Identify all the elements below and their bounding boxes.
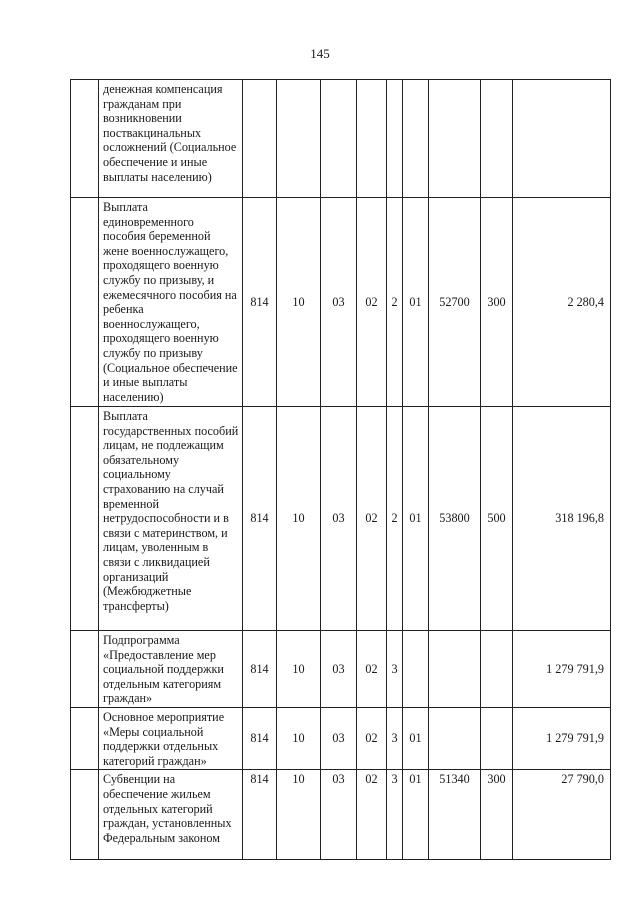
ved-cell	[243, 80, 277, 198]
pr-cell: 03	[321, 407, 357, 631]
pr-cell	[321, 80, 357, 198]
amount-cell: 1 279 791,9	[513, 631, 611, 708]
csr-subprogram-cell: 3	[387, 707, 403, 769]
index-cell	[71, 407, 99, 631]
csr-direction-cell	[429, 707, 481, 769]
index-cell	[71, 80, 99, 198]
csr-program-cell: 02	[357, 198, 387, 407]
vr-cell: 300	[481, 770, 513, 860]
rz-cell: 10	[277, 631, 321, 708]
csr-event-cell: 01	[403, 707, 429, 769]
csr-program-cell: 02	[357, 407, 387, 631]
rz-cell	[277, 80, 321, 198]
csr-subprogram-cell: 3	[387, 631, 403, 708]
csr-program-cell: 02	[357, 631, 387, 708]
item-name-cell: Выплата единовременного пособия беременной жене военнослужащего, проходящего военную службу по призыву, и ежемесячного пособия на ребенка военнослужащего, проходящего военную службу по призыву (Социальное обеспечение и иные выплаты населению)	[99, 198, 243, 407]
csr-program-cell: 02	[357, 707, 387, 769]
item-name-cell: денежная компенсация гражданам при возникновении поствакцинальных осложнений (Социальное обеспечение и иные выплаты населению)	[99, 80, 243, 198]
csr-event-cell	[403, 80, 429, 198]
page-number: 145	[310, 46, 330, 61]
pr-cell: 03	[321, 631, 357, 708]
csr-event-cell	[403, 631, 429, 708]
vr-cell: 300	[481, 198, 513, 407]
table-row	[71, 407, 611, 631]
vr-cell	[481, 631, 513, 708]
table-row	[71, 80, 611, 198]
csr-direction-cell: 53800	[429, 407, 481, 631]
index-cell	[71, 631, 99, 708]
ved-cell: 814	[243, 198, 277, 407]
table-row	[71, 770, 611, 860]
csr-subprogram-cell: 2	[387, 407, 403, 631]
item-name-cell: Подпрограмма «Предоставление мер социальной поддержки отдельным категориям граждан»	[99, 631, 243, 708]
vr-cell	[481, 707, 513, 769]
ved-cell: 814	[243, 707, 277, 769]
index-cell	[71, 770, 99, 860]
pr-cell: 03	[321, 770, 357, 860]
item-name-cell: Выплата государственных пособий лицам, не подлежащим обязательному социальному страхованию на случай временной нетрудоспособности и в связи с материнством, и лицам, уволенным в связи с ликвидацией организаций (Межбюджетные трансферты)	[99, 407, 243, 631]
ved-cell: 814	[243, 407, 277, 631]
csr-direction-cell	[429, 80, 481, 198]
table-row	[71, 707, 611, 769]
amount-cell: 318 196,8	[513, 407, 611, 631]
csr-subprogram-cell: 2	[387, 198, 403, 407]
table-row	[71, 198, 611, 407]
rz-cell: 10	[277, 770, 321, 860]
amount-cell	[513, 80, 611, 198]
item-name-cell: Субвенции на обеспечение жильем отдельных категорий граждан, установленных Федеральным законом	[99, 770, 243, 860]
csr-direction-cell: 52700	[429, 198, 481, 407]
vr-cell	[481, 80, 513, 198]
vr-cell: 500	[481, 407, 513, 631]
ved-cell: 814	[243, 631, 277, 708]
amount-cell: 27 790,0	[513, 770, 611, 860]
rz-cell: 10	[277, 707, 321, 769]
index-cell	[71, 707, 99, 769]
csr-event-cell: 01	[403, 198, 429, 407]
csr-subprogram-cell	[387, 80, 403, 198]
csr-direction-cell: 51340	[429, 770, 481, 860]
index-cell	[71, 198, 99, 407]
pr-cell: 03	[321, 198, 357, 407]
csr-event-cell: 01	[403, 407, 429, 631]
rz-cell: 10	[277, 407, 321, 631]
budget-table	[70, 79, 611, 860]
ved-cell: 814	[243, 770, 277, 860]
csr-program-cell: 02	[357, 770, 387, 860]
item-name-cell: Основное мероприятие «Меры социальной поддержки отдельных категорий граждан»	[99, 707, 243, 769]
csr-event-cell: 01	[403, 770, 429, 860]
amount-cell: 1 279 791,9	[513, 707, 611, 769]
rz-cell: 10	[277, 198, 321, 407]
table-row	[71, 631, 611, 708]
csr-program-cell	[357, 80, 387, 198]
amount-cell: 2 280,4	[513, 198, 611, 407]
csr-direction-cell	[429, 631, 481, 708]
pr-cell: 03	[321, 707, 357, 769]
csr-subprogram-cell: 3	[387, 770, 403, 860]
